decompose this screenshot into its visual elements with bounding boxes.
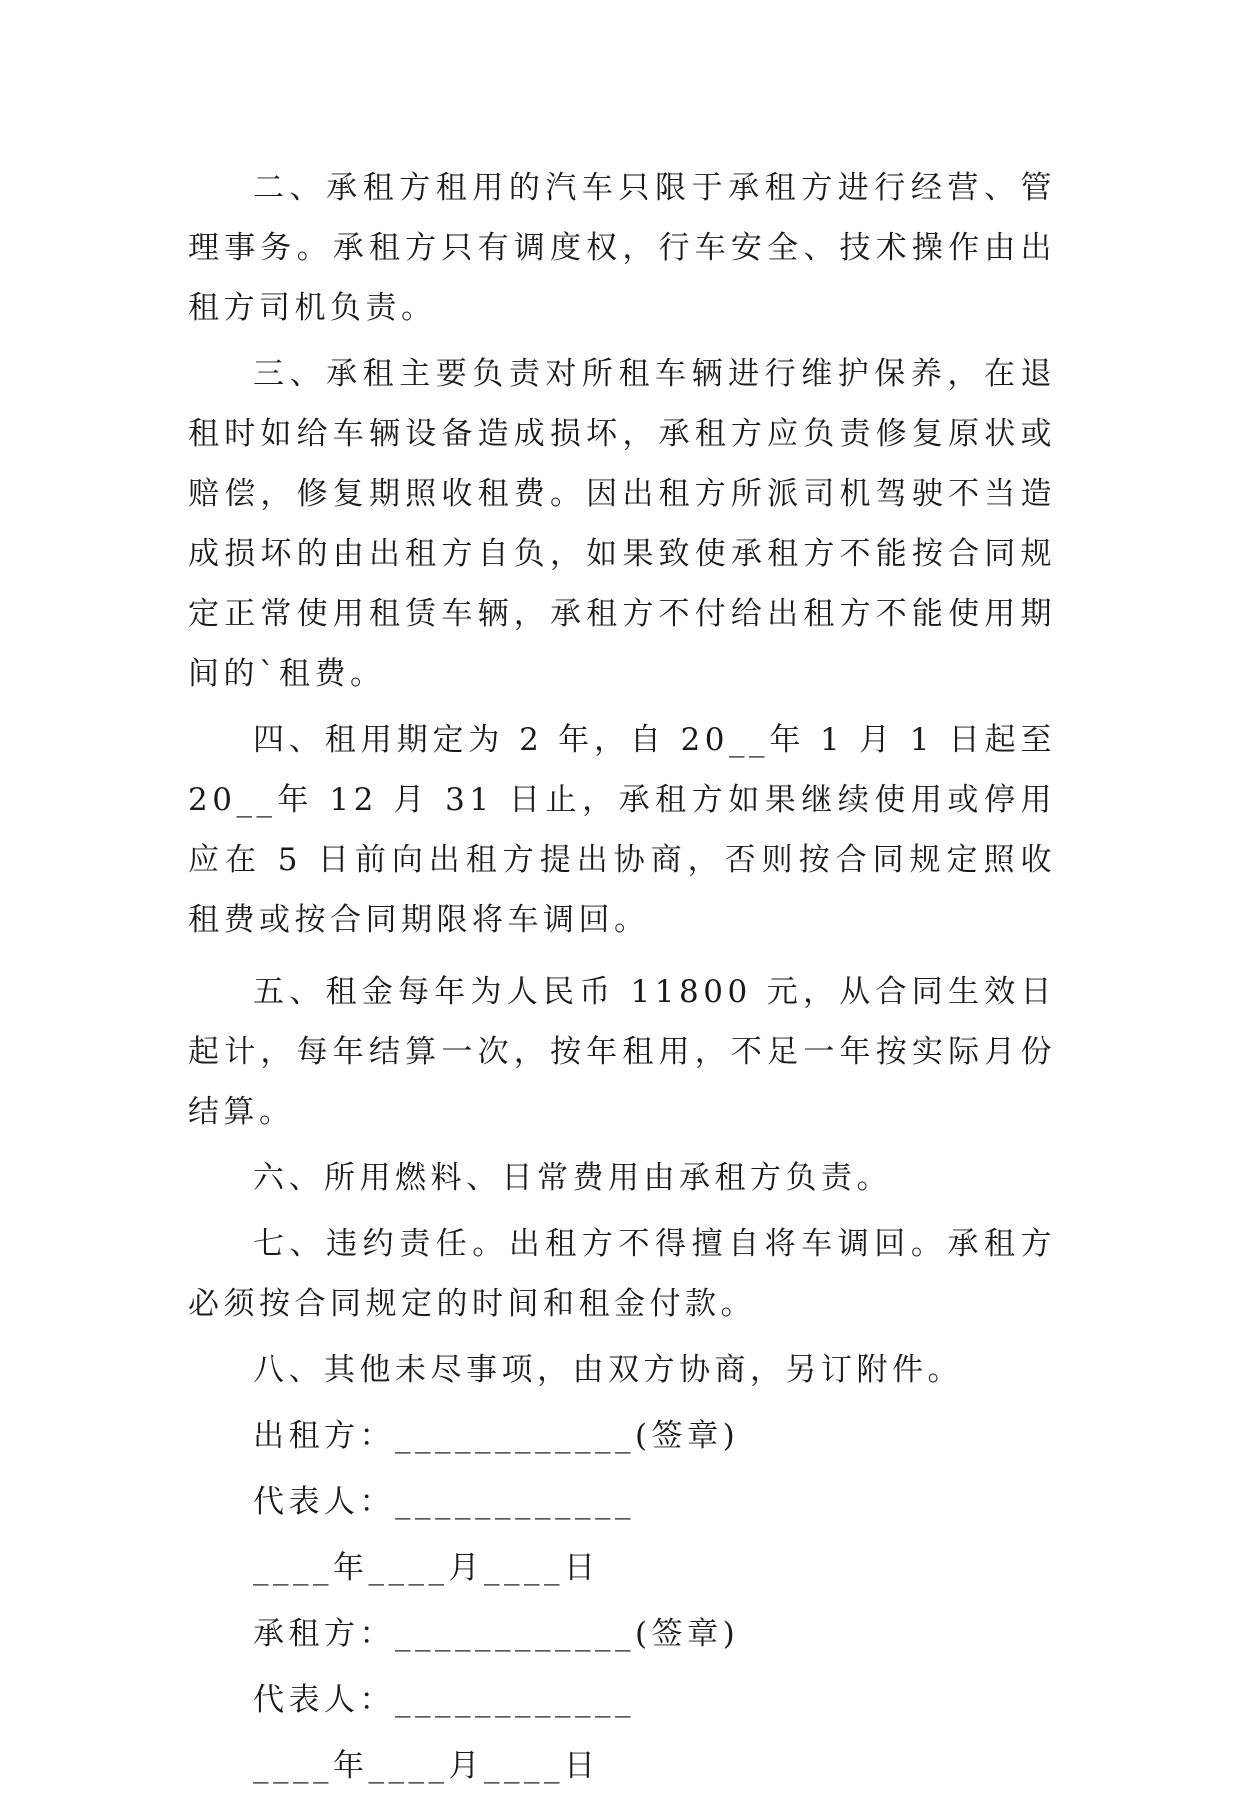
clause-3: 三、承租主要负责对所租车辆进行维护保养，在退租时如给车辆设备造成损坏，承租方应负责修复原状或赔偿，修复期照收租费。因出租方所派司机驾驶不当造成损坏的由出租方自负，如果致使承租方不能按合同规定正常使用租赁车辆，承租方不付给出租方不能使用期间的`租费。 bbox=[188, 356, 1056, 692]
clause-6: 六、所用燃料、日常费用由承租方负责。 bbox=[253, 1160, 892, 1196]
lessee-date-line: ____年____月____日 bbox=[253, 1748, 600, 1784]
contract-page bbox=[188, 158, 1056, 1796]
clause-8: 八、其他未尽事项，由双方协商，另订附件。 bbox=[253, 1352, 963, 1388]
clause-5: 五、租金每年为人民币 11800 元，从合同生效日起计，每年结算一次，按年租用，不足一年按实际月份结算。 bbox=[188, 974, 1056, 1130]
lessor-representative-line: 代表人：____________ bbox=[253, 1484, 635, 1520]
lessee-signature-line: 承租方：____________(签章) bbox=[253, 1616, 740, 1652]
lessee-representative-line: 代表人：____________ bbox=[253, 1682, 635, 1718]
clause-2: 二、承租方租用的汽车只限于承租方进行经营、管理事务。承租方只有调度权，行车安全、技术操作由出租方司机负责。 bbox=[188, 170, 1056, 326]
clause-4: 四、租用期定为 2 年，自 20__年 1 月 1 日起至 20__年 12 月 31 日止，承租方如果继续使用或停用应在 5 日前向出租方提出协商，否则按合同规定照收租费或按合同期限将车调回。 bbox=[188, 722, 1056, 938]
lessor-date-line: ____年____月____日 bbox=[253, 1550, 600, 1586]
clause-7: 七、违约责任。出租方不得擅自将车调回。承租方必须按合同规定的时间和租金付款。 bbox=[188, 1226, 1056, 1322]
lessor-signature-line: 出租方：____________(签章) bbox=[253, 1418, 740, 1454]
